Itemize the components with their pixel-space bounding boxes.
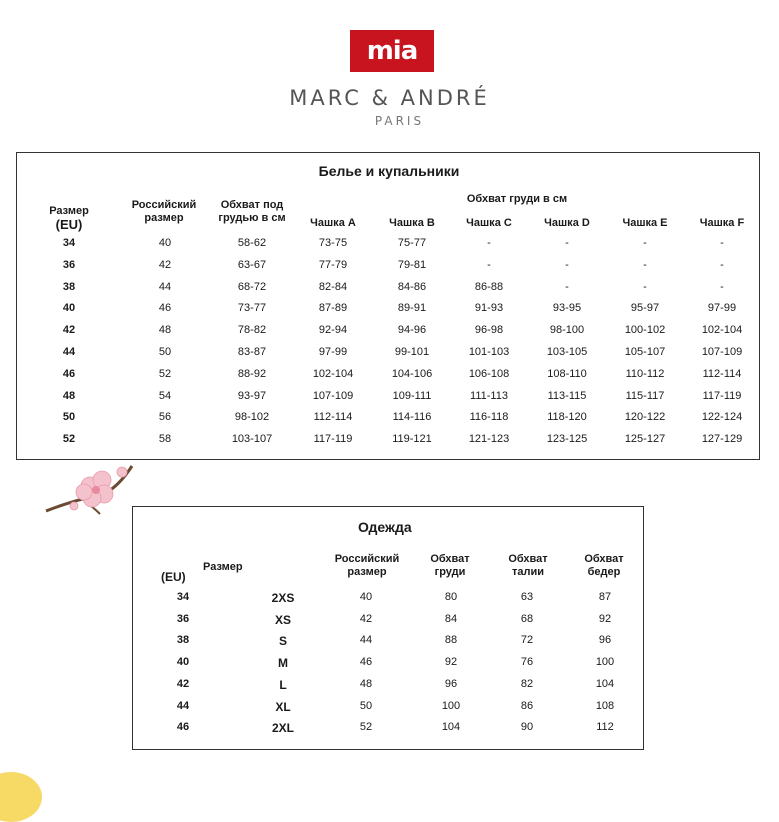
table-cell: 116-118	[469, 411, 509, 424]
table-cell: -	[565, 280, 569, 293]
lingerie-header-underbust: Обхват под грудью в см	[218, 199, 286, 224]
table-cell: 86-88	[474, 280, 504, 293]
row-size-label: 34	[62, 237, 76, 249]
table-cell: 103-107	[231, 433, 273, 446]
table-cell: 94-96	[397, 324, 427, 337]
table-cell: 68-72	[237, 280, 267, 293]
lingerie-cup-header: Чашка C	[466, 217, 512, 229]
table-cell: 58-62	[237, 237, 267, 249]
table-cell: 114-116	[392, 411, 432, 424]
table-cell: 84	[444, 612, 458, 625]
lingerie-header-russian-size: Российский размер	[131, 199, 197, 224]
row-size-label: 46	[62, 367, 76, 380]
table-cell: -	[565, 258, 569, 271]
table-cell: 73-75	[318, 237, 348, 249]
table-cell: 93-95	[552, 302, 582, 315]
table-cell: 107-109	[701, 346, 743, 358]
row-size-label: 50	[62, 411, 76, 424]
table-cell: 42	[359, 612, 373, 625]
table-cell: 102-104	[312, 367, 354, 380]
table-cell: 92	[444, 656, 458, 669]
clothing-header-hips: Обхват бедер	[584, 553, 624, 578]
table-cell: 52	[359, 721, 373, 734]
table-cell: 92-94	[318, 324, 348, 337]
table-cell: 100	[441, 699, 461, 712]
table-cell: 96-98	[474, 324, 504, 337]
row-letter-size: S	[278, 634, 287, 649]
row-size-label: 34	[176, 591, 190, 603]
table-cell: 106-108	[468, 367, 510, 380]
row-letter-size: M	[278, 656, 288, 671]
table-cell: 122-124	[701, 411, 743, 424]
table-cell: 119-121	[392, 433, 432, 446]
table-cell: 96	[444, 677, 458, 690]
table-cell: 93-97	[237, 389, 267, 402]
row-size-label: 46	[176, 721, 190, 734]
brand-logo	[350, 30, 434, 72]
table-cell: 110-112	[625, 367, 665, 380]
brand-name: MARC & ANDRÉ	[289, 86, 490, 110]
table-cell: 96	[598, 634, 612, 647]
table-cell: 87	[598, 591, 612, 603]
table-cell: 46	[158, 302, 172, 315]
table-cell: 104-106	[391, 367, 433, 380]
table-cell: 88-92	[237, 367, 267, 380]
row-size-label: 40	[62, 302, 76, 315]
row-size-label: 42	[62, 324, 76, 337]
table-cell: 56	[158, 411, 172, 424]
table-cell: 107-109	[312, 389, 354, 402]
clothing-header-size: Размер	[203, 561, 243, 573]
table-cell: 87-89	[318, 302, 348, 315]
lingerie-cup-header: Чашка A	[310, 217, 356, 229]
row-size-label: 36	[176, 612, 190, 625]
table-cell: 50	[359, 699, 373, 712]
table-cell: 50	[158, 346, 172, 358]
table-cell: 91-93	[474, 302, 504, 315]
lingerie-table	[16, 152, 760, 460]
table-cell: 44	[158, 280, 172, 293]
row-size-label: 44	[62, 346, 76, 358]
row-size-label: 42	[176, 677, 190, 690]
table-cell: 84-86	[397, 280, 427, 293]
lingerie-cup-header: Чашка B	[389, 217, 435, 229]
table-cell: 95-97	[630, 302, 660, 315]
row-letter-size: XL	[275, 699, 291, 714]
table-cell: 86	[520, 699, 534, 712]
lingerie-cup-header: Чашка D	[544, 217, 590, 229]
table-cell: 89-91	[397, 302, 427, 315]
clothing-table	[132, 506, 644, 750]
table-cell: 118-120	[547, 411, 587, 424]
table-cell: -	[565, 237, 569, 249]
table-cell: 78-82	[237, 324, 267, 337]
table-cell: 125-127	[624, 433, 666, 446]
table-cell: 98-100	[549, 324, 585, 337]
row-letter-size: 2XS	[271, 591, 295, 605]
table-cell: 100	[595, 656, 615, 669]
lingerie-title: Белье и купальники	[318, 163, 460, 179]
table-cell: 63-67	[237, 258, 267, 271]
table-cell: 97-99	[707, 302, 737, 315]
clothing-header-russian-size: Российский размер	[334, 553, 400, 578]
row-size-label: 48	[62, 389, 76, 402]
row-letter-size: XS	[274, 612, 291, 627]
table-cell: -	[643, 280, 647, 293]
table-cell: -	[720, 258, 724, 271]
table-cell: 92	[598, 612, 612, 625]
table-cell: 72	[520, 634, 534, 647]
decorative-blob	[0, 772, 42, 822]
table-cell: 52	[158, 367, 172, 380]
table-cell: 77-79	[318, 258, 348, 271]
cherry-blossom-icon	[44, 456, 144, 526]
table-cell: 117-119	[313, 433, 353, 446]
table-cell: 104	[441, 721, 461, 734]
table-cell: 108-110	[547, 367, 587, 380]
table-cell: 63	[520, 591, 534, 603]
table-cell: 108	[595, 699, 615, 712]
table-cell: -	[643, 237, 647, 249]
table-cell: 48	[158, 324, 172, 337]
table-cell: 40	[158, 237, 172, 249]
table-cell: 112	[596, 721, 614, 734]
table-cell: 88	[444, 634, 458, 647]
lingerie-cup-header: Чашка E	[622, 217, 668, 229]
table-cell: 103-105	[546, 346, 588, 358]
table-cell: -	[720, 280, 724, 293]
table-cell: 79-81	[397, 258, 427, 271]
clothing-header-waist: Обхват талии	[508, 553, 548, 578]
table-cell: 83-87	[237, 346, 267, 358]
row-size-label: 40	[176, 656, 190, 669]
table-cell: 99-101	[394, 346, 430, 358]
table-cell: 73-77	[237, 302, 267, 315]
table-cell: 120-122	[624, 411, 666, 424]
clothing-header-size-eu: (EU)	[161, 570, 186, 584]
table-cell: 46	[359, 656, 373, 669]
table-cell: 102-104	[701, 324, 743, 337]
table-cell: 58	[158, 433, 172, 446]
table-cell: 80	[444, 591, 458, 603]
brand-city: PARIS	[374, 114, 425, 128]
table-cell: 112-114	[702, 367, 742, 380]
table-cell: 121-123	[468, 433, 510, 446]
lingerie-header-bust-group: Обхват груди в см	[466, 193, 568, 205]
row-letter-size: L	[279, 677, 287, 692]
table-cell: -	[643, 258, 647, 271]
table-cell: -	[487, 258, 491, 271]
table-cell: -	[487, 237, 491, 249]
table-cell: 90	[520, 721, 534, 734]
table-cell: 127-129	[701, 433, 743, 446]
table-cell: 104	[595, 677, 615, 690]
row-size-label: 52	[62, 433, 76, 446]
table-cell: 98-102	[234, 411, 270, 424]
table-cell: 109-111	[392, 389, 432, 402]
table-cell: 76	[520, 656, 534, 669]
table-cell: 111-113	[470, 389, 508, 402]
table-cell: 113-115	[547, 389, 587, 402]
table-cell: 54	[158, 389, 172, 402]
table-cell: 48	[359, 677, 373, 690]
row-size-label: 36	[62, 258, 76, 271]
table-cell: 82	[520, 677, 534, 690]
logo-mark: mia	[366, 36, 418, 66]
table-cell: 44	[359, 634, 373, 647]
table-cell: 115-117	[625, 389, 665, 402]
row-size-label: 38	[62, 280, 76, 293]
row-size-label: 44	[176, 699, 190, 712]
table-cell: 82-84	[318, 280, 348, 293]
table-cell: 97-99	[318, 346, 348, 358]
table-cell: 123-125	[546, 433, 588, 446]
row-letter-size: 2XL	[271, 721, 294, 736]
clothing-title: Одежда	[358, 519, 412, 535]
table-cell: 100-102	[624, 324, 666, 337]
table-cell: 117-119	[702, 389, 742, 402]
row-size-label: 38	[176, 634, 190, 647]
lingerie-header-size: Размер (EU)	[49, 205, 89, 232]
table-cell: 75-77	[397, 237, 427, 249]
table-cell: 101-103	[468, 346, 510, 358]
table-cell: 112-114	[313, 411, 353, 424]
table-cell: 105-107	[624, 346, 666, 358]
table-cell: -	[720, 237, 724, 249]
table-cell: 40	[359, 591, 373, 603]
clothing-header-bust: Обхват груди	[430, 553, 470, 578]
table-cell: 68	[520, 612, 534, 625]
table-cell: 42	[158, 258, 172, 271]
lingerie-cup-header: Чашка F	[699, 217, 745, 229]
